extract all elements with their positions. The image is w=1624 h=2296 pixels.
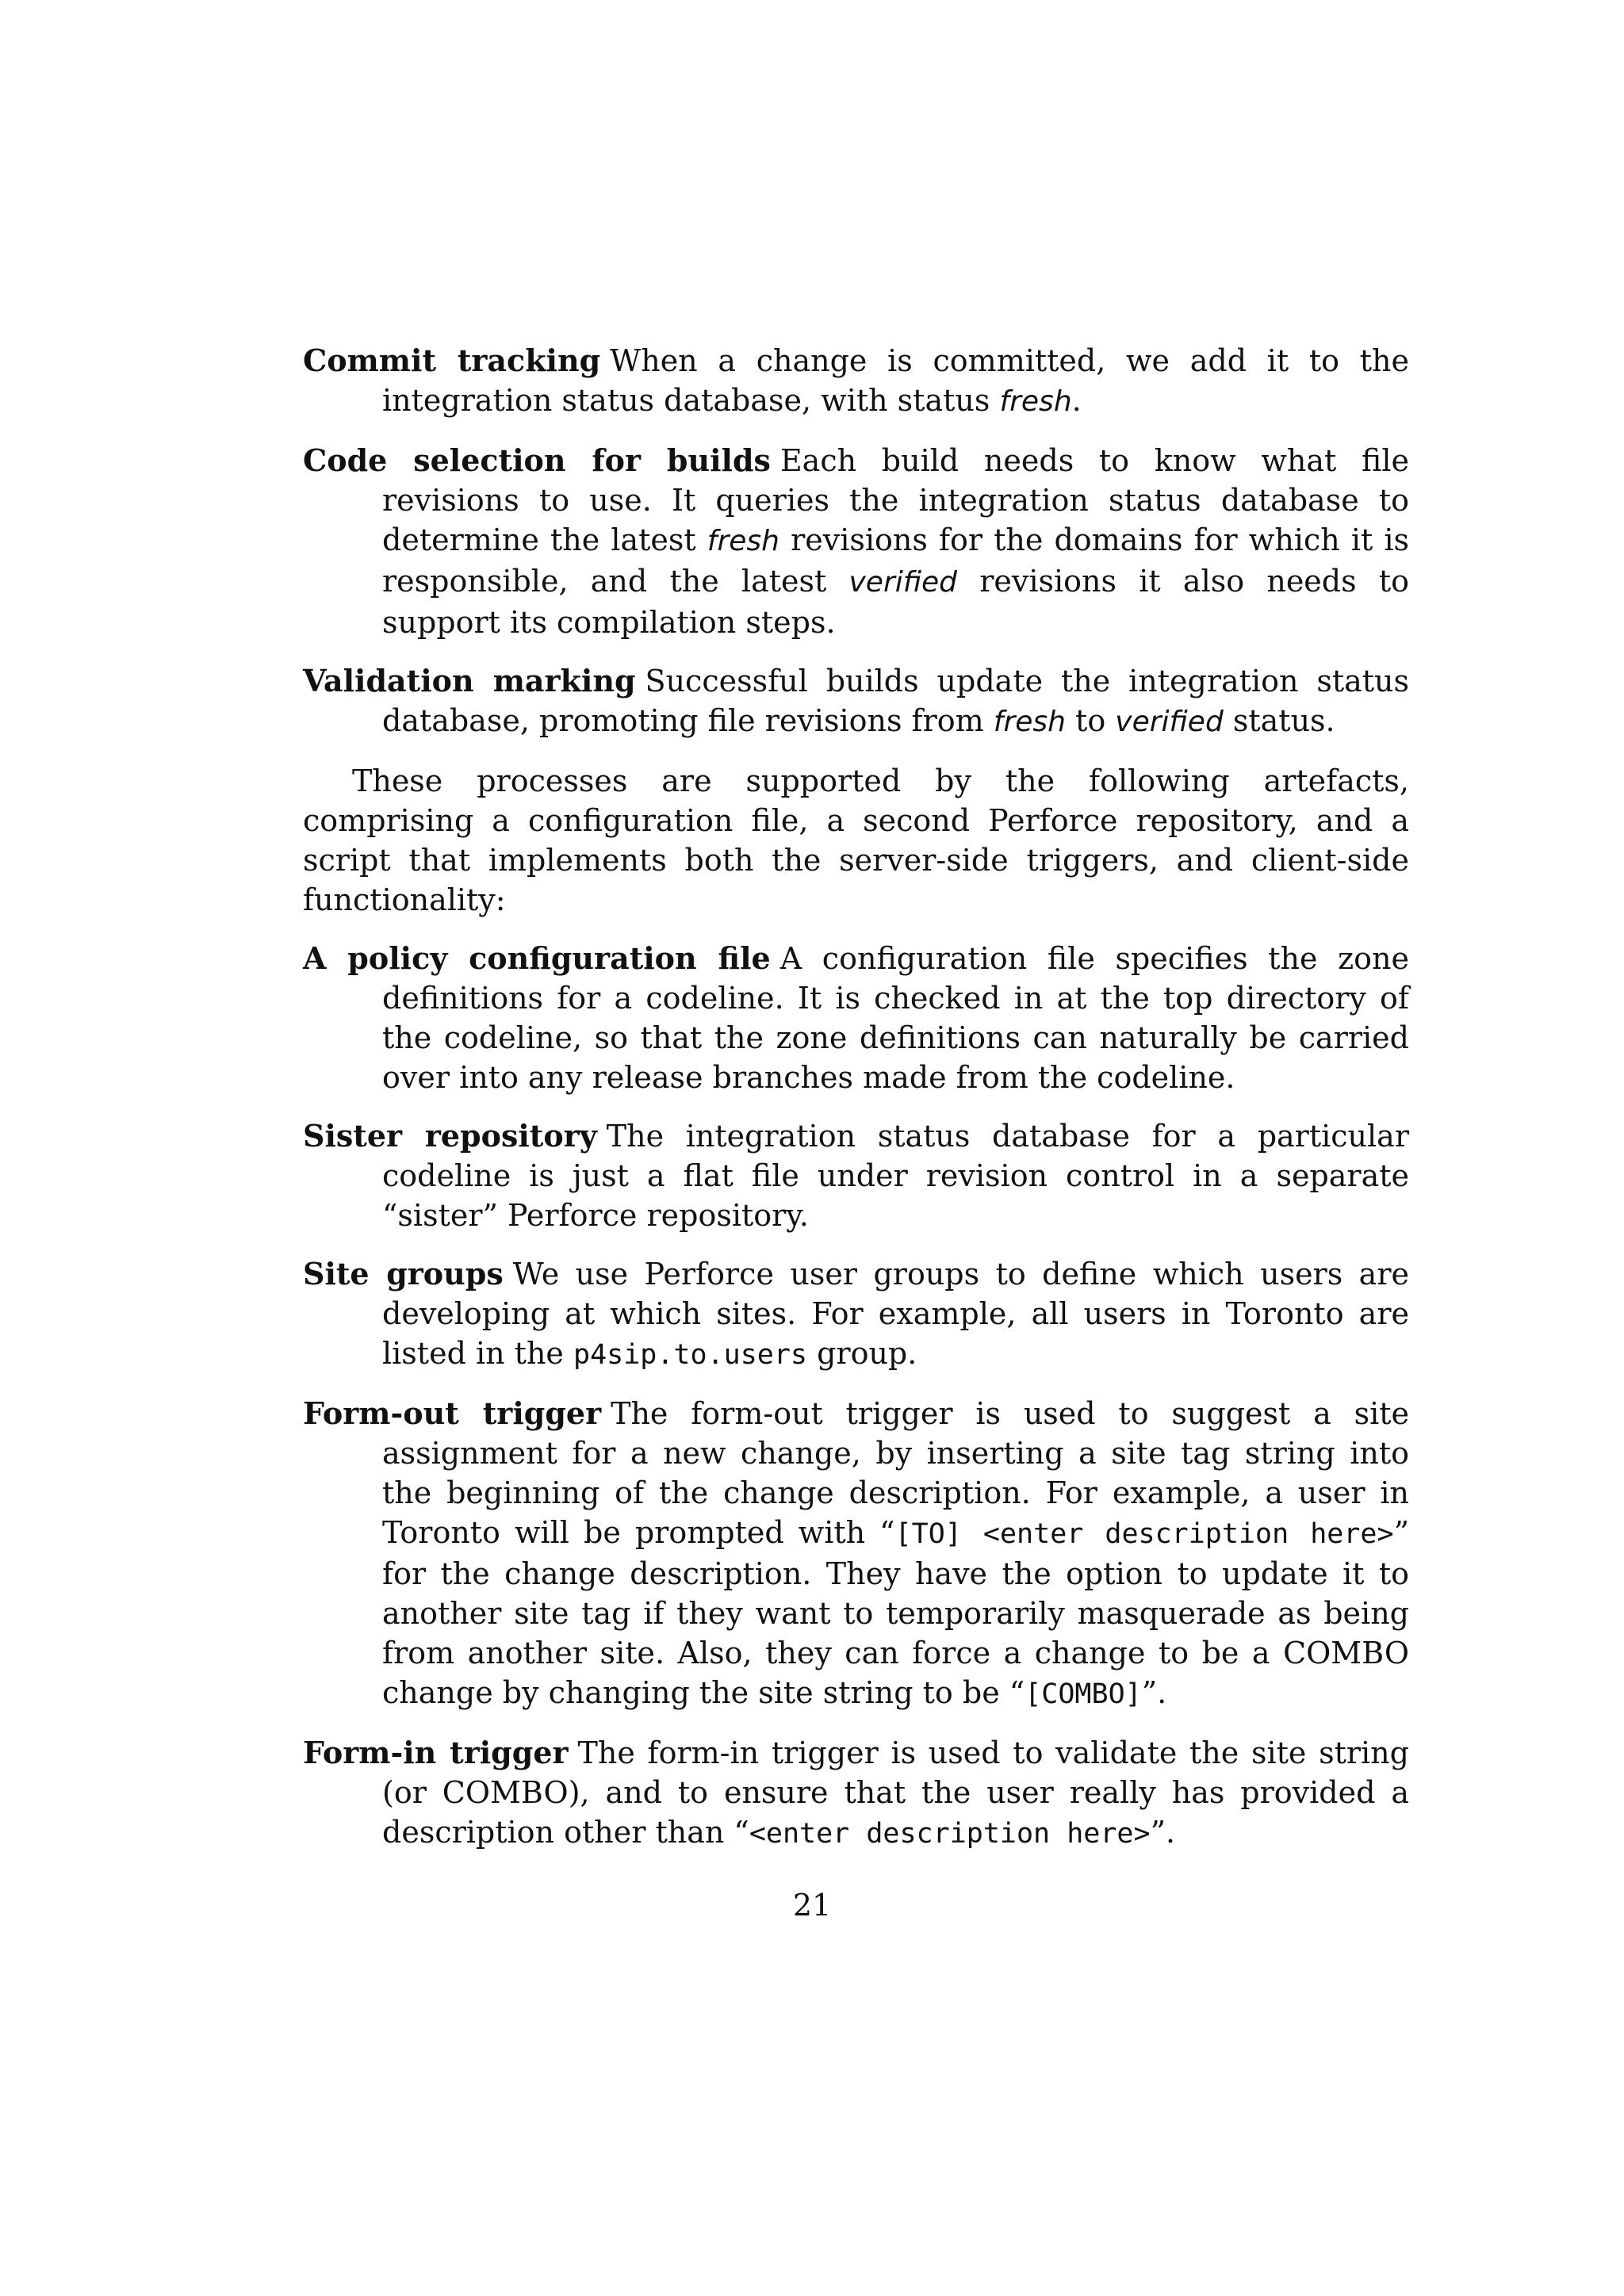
definition-form-out-trigger xyxy=(303,1394,1409,1714)
term-commit-tracking: Commit tracking xyxy=(303,342,601,378)
body-paragraph: These processes are supported by the following artefacts, comprising a configuration file, a second Perforce repository, and a script that implements both the server-side triggers, and client-side functionality: xyxy=(303,763,1409,917)
term-code-selection: Code selection for builds xyxy=(303,442,771,478)
page-number: 21 xyxy=(792,1888,832,1923)
term-sister-repository: Sister repository xyxy=(303,1118,597,1154)
definition-policy-config xyxy=(303,939,1409,1097)
definition-sister-repository xyxy=(303,1116,1409,1235)
desc-text: The form-in trigger is used to validate the site string (or COMBO), and to ensure that the user really has provided a description other than “ xyxy=(382,1735,1409,1850)
desc-emphasis: verified xyxy=(1115,706,1224,738)
term-form-out-trigger: Form-out trigger xyxy=(303,1395,602,1431)
definition-form-in-trigger xyxy=(303,1733,1409,1854)
desc-text: Successful builds update the integration status database, promoting file revisions from xyxy=(382,664,1410,738)
desc-text: The form-out trigger is used to suggest a site assignment for a new change, by inserting a site tag string into the beginning of the change description. For example, a user in Toronto will be prompted with “ xyxy=(382,1396,1409,1550)
desc-text: to xyxy=(1065,703,1116,738)
desc-text: ”. xyxy=(1141,1675,1167,1710)
desc-text: A configuration file specifies the zone definitions for a codeline. It is checked in at the top directory of the codeline, so that the zone definitions can naturally be carried over into any release branches made from the codeline. xyxy=(382,941,1409,1095)
desc-emphasis: fresh xyxy=(993,706,1066,738)
code-text: <enter description here> xyxy=(749,1818,1151,1850)
desc-text: status. xyxy=(1223,703,1335,738)
desc-text: ”. xyxy=(1150,1815,1176,1850)
desc-emphasis: verified xyxy=(848,566,958,599)
desc-emphasis: fresh xyxy=(707,525,779,557)
desc-text: group. xyxy=(807,1336,917,1371)
term-policy-config: A policy configuration file xyxy=(303,940,771,976)
term-validation-marking: Validation marking xyxy=(303,663,636,698)
definition-validation-marking xyxy=(303,661,1409,742)
desc-text: We use Perforce user groups to define which users are developing at which sites. For example, all users in Toronto are listed in the xyxy=(382,1257,1409,1371)
definition-code-selection xyxy=(303,441,1409,642)
definition-commit-tracking xyxy=(303,341,1409,422)
desc-text: ” for the change description. They have the option to update it to another site tag if they want to temporarily masquerade as being from another site. Also, they can force a change to be a COMBO change by changing the site string to be “ xyxy=(382,1515,1409,1710)
definition-site-groups xyxy=(303,1254,1409,1375)
code-text: [COMBO] xyxy=(1025,1678,1142,1710)
desc-text: . xyxy=(1071,383,1082,418)
desc-text: When a change is committed, we add it to the integration status database, with status xyxy=(382,343,1409,418)
desc-text: revisions for the domains for which it is responsible, and the latest xyxy=(382,522,1409,599)
desc-text: Each build needs to know what file revisions to use. It queries the integration status database to determine the latest xyxy=(382,443,1409,557)
desc-emphasis: fresh xyxy=(999,385,1072,418)
page-body xyxy=(303,341,1409,1873)
desc-text: revisions it also needs to support its compilation steps. xyxy=(382,564,1410,640)
desc-text: The integration status database for a particular codeline is just a flat file under revision control in a separate “sister” Perforce repository. xyxy=(382,1119,1409,1233)
term-form-in-trigger: Form-in trigger xyxy=(303,1735,569,1770)
code-text: p4sip.to.users xyxy=(573,1339,808,1371)
code-text: [TO] <enter description here> xyxy=(894,1518,1394,1550)
term-site-groups: Site groups xyxy=(303,1256,504,1292)
